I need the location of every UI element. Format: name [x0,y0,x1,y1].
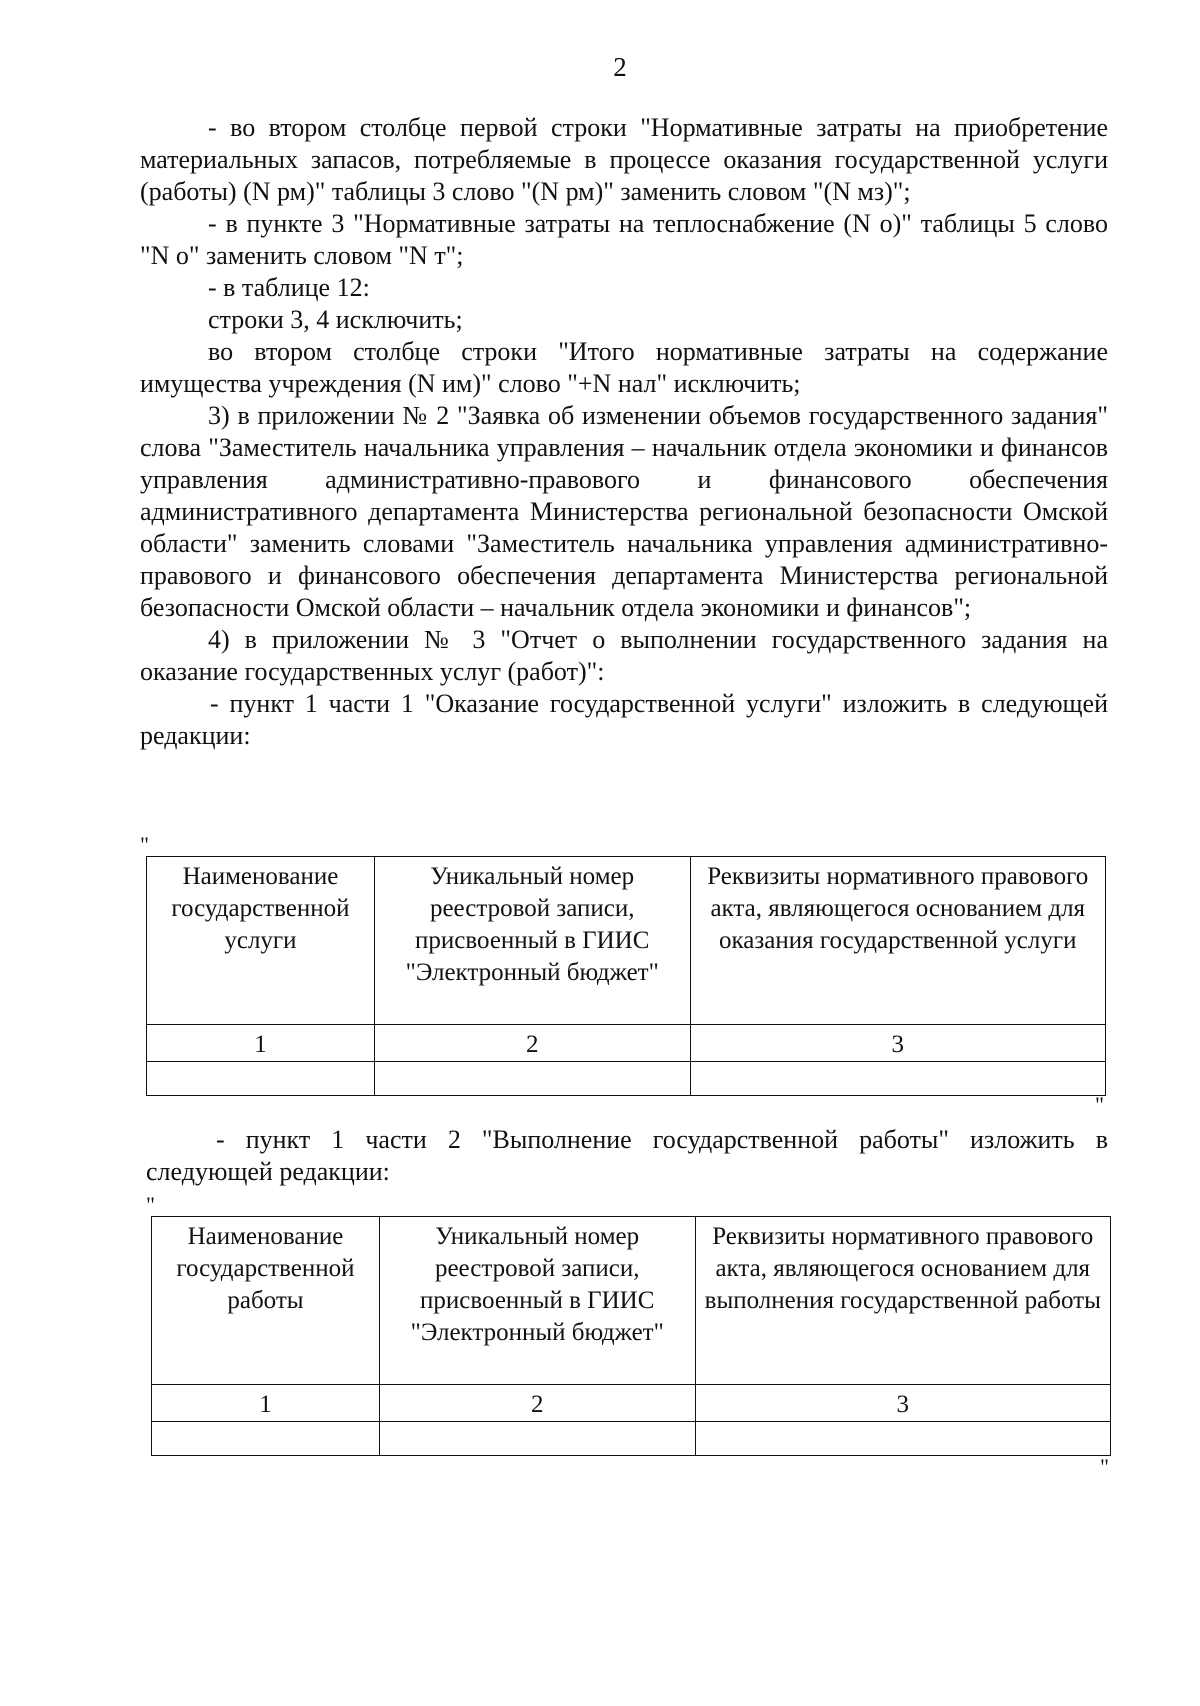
paragraph-item-8: - пункт 1 части 1 "Оказание государственной услуги" изложить в следующей редакции: [140,689,1108,750]
empty-cell [374,1062,690,1096]
works-table [151,1216,1111,1456]
number-cell: 3 [690,1025,1105,1062]
paragraph-item-7: 4) в приложении № 3 "Отчет о выполнении государственного задания на оказание государственных услуг (работ)": [140,625,1108,686]
body-text [140,112,1108,752]
open-quote-1: " [140,832,149,857]
number-cell: 2 [379,1385,695,1422]
header-cell: Реквизиты нормативного правового акта, являющегося основанием для выполнения государственной работы [695,1217,1110,1385]
header-cell: Реквизиты нормативного правового акта, являющегося основанием для оказания государственной услуги [690,857,1105,1025]
table-header-row [152,1217,1111,1385]
empty-cell [690,1062,1105,1096]
header-cell: Наименование государственной работы [152,1217,380,1385]
number-cell: 2 [374,1025,690,1062]
table-number-row [152,1385,1111,1422]
table-empty-row [152,1422,1111,1456]
close-quote-2: " [1100,1454,1109,1479]
paragraph-item-3: - в таблице 12: [208,273,370,302]
table-number-row [147,1025,1106,1062]
table-header-row [147,857,1106,1025]
page-number: 2 [613,52,627,82]
paragraph-item-6: 3) в приложении № 2 "Заявка об изменении объемов государственного задания" слова "Заместитель начальника управления – начальник отдела экономики и финансов управления административно-правового и финансового обеспечения административного департамента Министерства региональной безопасности Омской области" заменить словами "Заместитель начальника управления административно-правового и финансового обеспечения департамента Министерства региональной безопасности Омской области – начальник отдела экономики и финансов"; [140,401,1108,622]
paragraph-item-5: во втором столбце строки "Итого нормативные затраты на содержание имущества учреждения (N им)" слово "+N нал" исключить; [140,337,1108,398]
paragraph-item-4: строки 3, 4 исключить; [208,305,463,334]
body-text-2 [146,1124,1108,1188]
paragraph-item-2: - в пункте 3 "Нормативные затраты на теплоснабжение (N о)" таблицы 5 слово "N о" заменить словом "N т"; [140,209,1108,270]
header-cell: Уникальный номер реестровой записи, присвоенный в ГИИС "Электронный бюджет" [374,857,690,1025]
open-quote-2: " [146,1192,155,1217]
empty-cell [379,1422,695,1456]
header-cell: Уникальный номер реестровой записи, присвоенный в ГИИС "Электронный бюджет" [379,1217,695,1385]
empty-cell [152,1422,380,1456]
paragraph-item-1: - во втором столбце первой строки "Нормативные затраты на приобретение материальных запасов, потребляемые в процессе оказания государственной услуги (работы) (N рм)" таблицы 3 слово "(N рм)" заменить словом "(N мз)"; [140,113,1108,206]
empty-cell [695,1422,1110,1456]
services-table [146,856,1106,1096]
number-cell: 1 [147,1025,375,1062]
empty-cell [147,1062,375,1096]
header-cell: Наименование государственной услуги [147,857,375,1025]
paragraph-item-9: - пункт 1 части 2 "Выполнение государственной работы" изложить в следующей редакции: [146,1125,1108,1186]
number-cell: 1 [152,1385,380,1422]
number-cell: 3 [695,1385,1110,1422]
close-quote-1: " [1095,1092,1104,1117]
table-empty-row [147,1062,1106,1096]
